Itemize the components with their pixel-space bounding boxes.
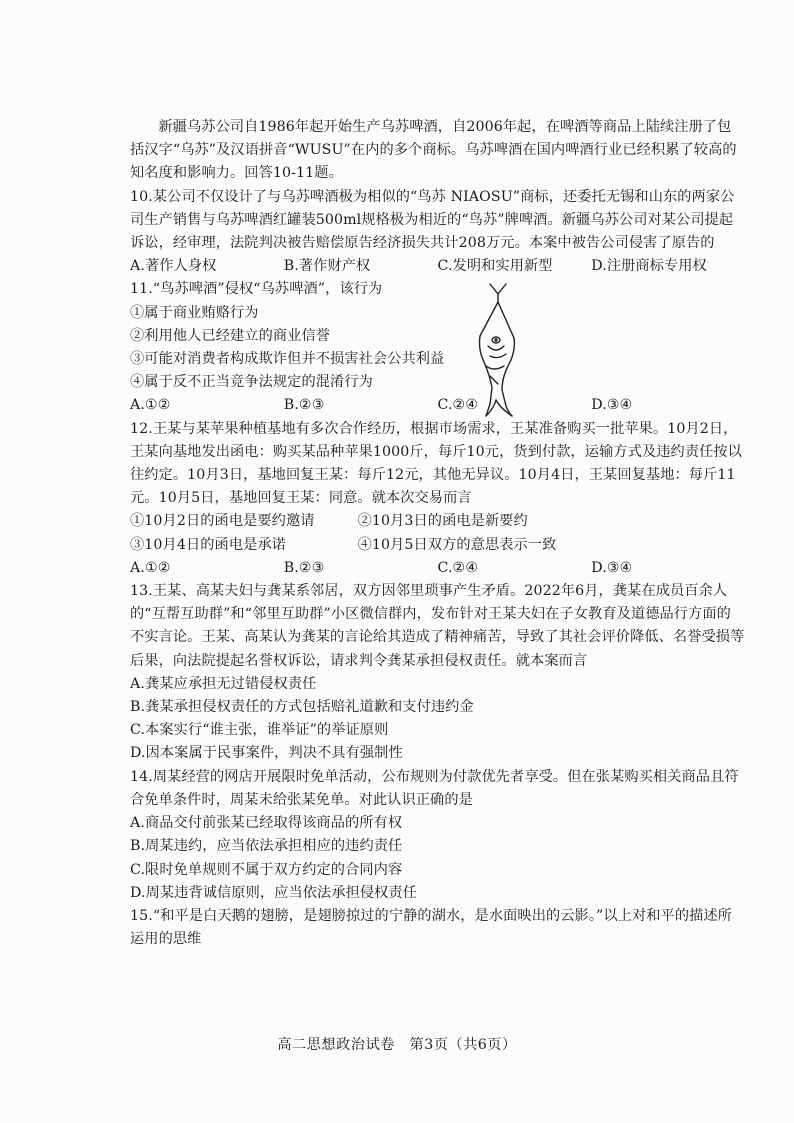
q11-option-c: C.②④ [437, 397, 479, 414]
q12-stem: 12.王某与某苹果种植基地有多次合作经历，根据市场需求，王某准备购买一批苹果。10月2日，王某向基地发出函电：购买某品种苹果1000斤，每斤10元，货到付款，运输方式及违约责任按以往约定。10月3日，基地回复王某：每斤12元，其他无异议。10月4日，王某回复基地：每斤11元。10月5日，基地回复王某：同意。就本次交易而言 [130, 420, 742, 507]
q10-options [130, 255, 745, 278]
page-content [130, 116, 745, 951]
question-14 [130, 766, 745, 905]
q10-option-c: C.发明和实用新型 [437, 258, 553, 275]
q11-item-4: ④属于反不正当竞争法规定的混淆行为 [130, 374, 373, 391]
q14-option-d: D.周某违背诚信原则，应当依法承担侵权责任 [130, 884, 418, 901]
q13-stem: 13.王某、高某夫妇与龚某系邻居，双方因邻里琐事产生矛盾。2022年6月，龚某在成员百余人的“互帮互助群”和“邻里互助群”小区微信群内，发布针对王某夫妇在子女教育及道德品行方面的不实言论。王某、高某认为龚某的言论给其造成了精神痛苦，导致了其社会评价降低、名誉受损等后果，向法院提起名誉权诉讼，请求判令龚某承担侵权责任。就本案而言 [130, 583, 745, 669]
q11-option-a: A.①② [130, 397, 171, 414]
q14-option-a: A.商品交付前张某已经取得该商品的所有权 [130, 815, 403, 832]
q14-option-b: B.周某违约，应当依法承担相应的违约责任 [130, 838, 403, 855]
page-footer: 高二思想政治试卷 第3页（共6页） [277, 1037, 517, 1053]
q12-item-1: ①10月2日的函电是要约邀请 [130, 513, 315, 530]
q15-stem: 15.“和平是白天鹅的翅膀，是翅膀掠过的宁静的湖水，是水面映出的云影。”以上对和平的描述所运用的思维 [130, 907, 732, 948]
q12-option-b: B.②③ [283, 559, 325, 576]
q12-items-row-2 [130, 534, 745, 557]
q10-option-a: A.著作人身权 [130, 258, 217, 275]
q12-option-a: A.①② [130, 559, 171, 576]
q10-stem: 10.某公司不仅设计了与乌苏啤酒极为相似的“鸟苏 NIAOSU”商标，还委托无锡和山东的两家公司生产销售与乌苏啤酒红罐装500ml规格极为相近的“鸟苏”牌啤酒。新疆乌苏公司对某公司提起诉讼，经审理，法院判决被告赔偿原告经济损失共计208万元。本案中被告公司侵害了原告的 [130, 188, 735, 252]
q13-option-c: C.本案实行“谁主张，谁举证”的举证原则 [130, 722, 389, 739]
q10-option-d: D.注册商标专用权 [591, 258, 707, 275]
q12-items-row-1 [130, 510, 745, 533]
q12-option-d: D.③④ [591, 559, 633, 576]
q11-item-1: ①属于商业贿赂行为 [130, 304, 259, 321]
hanging-fish-illustration [468, 280, 528, 420]
q11-item-3: ③可能对消费者构成欺诈但并不损害社会公共利益 [130, 351, 445, 368]
question-15 [130, 905, 745, 951]
question-12 [130, 418, 745, 580]
q11-options [130, 394, 745, 417]
q12-option-c: C.②④ [437, 559, 479, 576]
q11-stem: 11.“鸟苏啤酒”侵权“乌苏啤酒”，该行为 [130, 281, 383, 298]
question-11 [130, 278, 745, 417]
q14-option-c: C.限时免单规则不属于双方约定的合同内容 [130, 861, 403, 878]
q12-item-4: ④10月5日双方的意思表示一致 [357, 536, 557, 553]
q12-options [130, 557, 745, 580]
q11-item-2: ②利用他人已经建立的商业信誉 [130, 327, 331, 344]
q12-item-2: ②10月3日的函电是新要约 [357, 513, 528, 530]
q12-item-3: ③10月4日的函电是承诺 [130, 536, 286, 553]
question-10 [130, 186, 745, 279]
q13-option-b: B.龚某承担侵权责任的方式包括赔礼道歉和支付违约金 [130, 699, 474, 716]
q11-option-b: B.②③ [283, 397, 325, 414]
question-13 [130, 580, 745, 766]
q14-stem: 14.周某经营的网店开展限时免单活动，公布规则为付款优先者享受。但在张某购买相关商品且符合免单条件时，周某未给张某免单。对此认识正确的是 [130, 768, 739, 808]
q13-option-a: A.龚某应承担无过错侵权责任 [130, 675, 317, 692]
intro-passage: 新疆乌苏公司自1986年起开始生产乌苏啤酒，自2006年起，在啤酒等商品上陆续注册了包括汉字“乌苏”及汉语拼音“WUSU”在内的多个商标。乌苏啤酒在国内啤酒行业已经积累了较高的知名度和影响力。回答10-11题。 [130, 119, 737, 182]
q13-option-d: D.因本案属于民事案件，判决不具有强制性 [130, 745, 403, 762]
q11-option-d: D.③④ [591, 397, 633, 414]
q10-option-b: B.著作财产权 [283, 258, 371, 275]
